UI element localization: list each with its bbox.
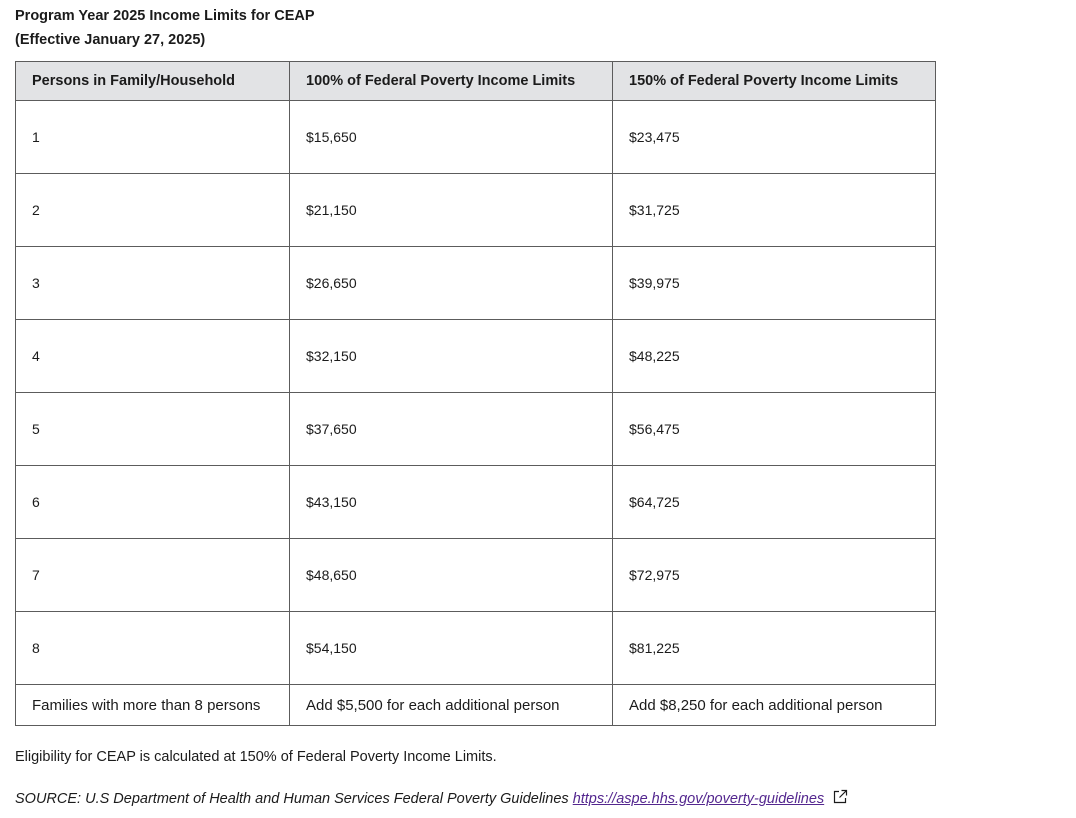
limit-150-cell: $31,725 — [613, 174, 936, 247]
persons-cell: 6 — [16, 466, 290, 539]
income-limits-table — [15, 61, 936, 726]
limit-100-cell: $43,150 — [290, 466, 613, 539]
table-footer-row — [16, 685, 936, 726]
additional-150-cell: Add $8,250 for each additional person — [613, 685, 936, 726]
limit-100-cell: $26,650 — [290, 247, 613, 320]
page-title — [15, 4, 315, 52]
table-header-row — [16, 62, 936, 101]
table-row — [16, 539, 936, 612]
persons-cell: 4 — [16, 320, 290, 393]
limit-100-cell: $37,650 — [290, 393, 613, 466]
additional-100-cell: Add $5,500 for each additional person — [290, 685, 613, 726]
limit-150-cell: $39,975 — [613, 247, 936, 320]
source-citation — [15, 789, 848, 809]
header-100-percent: 100% of Federal Poverty Income Limits — [290, 62, 613, 101]
table-row — [16, 466, 936, 539]
limit-150-cell: $48,225 — [613, 320, 936, 393]
table-row — [16, 101, 936, 174]
table-row — [16, 174, 936, 247]
persons-cell: 2 — [16, 174, 290, 247]
persons-cell: 1 — [16, 101, 290, 174]
title-line-1: Program Year 2025 Income Limits for CEAP — [15, 8, 315, 24]
limit-100-cell: $21,150 — [290, 174, 613, 247]
limit-150-cell: $23,475 — [613, 101, 936, 174]
persons-cell: 3 — [16, 247, 290, 320]
persons-cell: 8 — [16, 612, 290, 685]
limit-100-cell: $32,150 — [290, 320, 613, 393]
title-line-2: (Effective January 27, 2025) — [15, 32, 206, 48]
poverty-guidelines-link[interactable]: https://aspe.hhs.gov/poverty-guidelines — [572, 791, 825, 807]
limit-100-cell: $54,150 — [290, 612, 613, 685]
header-persons: Persons in Family/Household — [16, 62, 290, 101]
external-link-icon[interactable] — [832, 789, 848, 809]
table-row — [16, 320, 936, 393]
persons-cell: 5 — [16, 393, 290, 466]
persons-cell: 7 — [16, 539, 290, 612]
table-row — [16, 612, 936, 685]
table-row — [16, 247, 936, 320]
source-prefix: SOURCE: U.S Department of Health and Human Services Federal Poverty Guidelines — [15, 791, 573, 807]
table-row — [16, 393, 936, 466]
header-150-percent: 150% of Federal Poverty Income Limits — [613, 62, 936, 101]
limit-100-cell: $48,650 — [290, 539, 613, 612]
eligibility-note: Eligibility for CEAP is calculated at 150% of Federal Poverty Income Limits. — [15, 749, 497, 765]
additional-persons-label: Families with more than 8 persons — [16, 685, 290, 726]
limit-150-cell: $64,725 — [613, 466, 936, 539]
limit-100-cell: $15,650 — [290, 101, 613, 174]
limit-150-cell: $56,475 — [613, 393, 936, 466]
limit-150-cell: $81,225 — [613, 612, 936, 685]
limit-150-cell: $72,975 — [613, 539, 936, 612]
